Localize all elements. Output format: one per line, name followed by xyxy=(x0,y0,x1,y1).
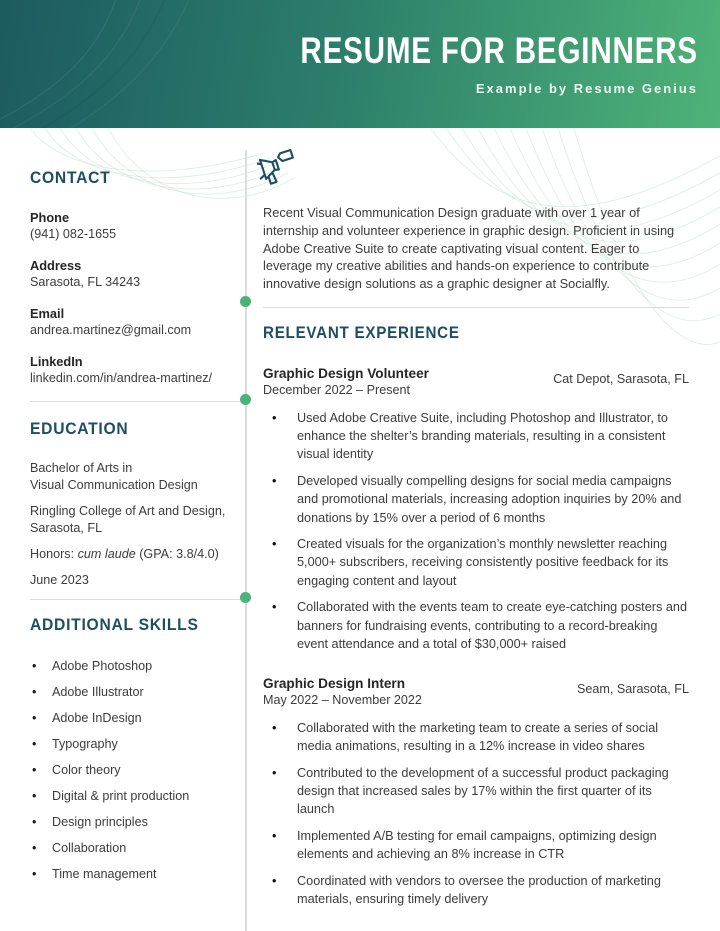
phone-value: (941) 082-1655 xyxy=(30,227,117,241)
email-label: Email xyxy=(30,306,65,321)
bullet-icon: • xyxy=(32,763,37,777)
bullet-icon: • xyxy=(272,600,277,615)
summary-divider xyxy=(263,307,689,308)
main-column xyxy=(263,145,689,917)
skill-item: • Adobe InDesign xyxy=(32,711,142,725)
contact-item-email xyxy=(30,305,238,339)
bullet-icon: • xyxy=(272,765,277,780)
bullet-icon: • xyxy=(272,410,277,425)
skill-item: • Adobe Photoshop xyxy=(32,659,153,673)
page-subtitle: Example by Resume Genius xyxy=(475,81,698,96)
accent-dot-skills xyxy=(240,592,251,603)
education-degree: Bachelor of Arts in Visual Communication Design xyxy=(30,461,198,492)
email-value: andrea.martinez@gmail.com xyxy=(30,323,192,337)
accent-dot-summary xyxy=(240,296,251,307)
skill-item: • Design principles xyxy=(32,815,148,829)
bullet-icon: • xyxy=(272,828,277,843)
skill-item: • Adobe Illustrator xyxy=(32,685,144,699)
bullet-icon: • xyxy=(32,659,37,673)
job-entry-intern xyxy=(263,675,689,908)
skills-heading: ADDITIONAL SKILLS xyxy=(30,615,199,634)
job-bullet: • Collaborated with the events team to create eye-catching posters and banners for fundraising events, contributing to a record-breaking event attendance and a total of $30,000+ raised xyxy=(263,598,689,653)
job-bullet: • Implemented A/B testing for email campaigns, optimizing design elements and achieving an 8% increase in CTR xyxy=(263,827,689,863)
job-bullet: • Collaborated with the marketing team to create a series of social media animations, resulting in a 12% increase in video shares xyxy=(263,719,689,755)
education-school: Ringling College of Art and Design, Sarasota, FL xyxy=(30,504,226,535)
job-title: Graphic Design Volunteer xyxy=(263,365,429,381)
column-divider-line xyxy=(245,150,247,931)
job-bullet: • Used Adobe Creative Suite, including Photoshop and Illustrator, to enhance the shelter’s branding materials, resulting in a consistent visual identity xyxy=(263,409,689,464)
skills-list xyxy=(30,658,238,883)
sidebar-divider-skills xyxy=(30,599,246,600)
job-bullet: • Created visuals for the organization’s monthly newsletter reaching 5,000+ subscribers, receiving consistently positive feedback for its engaging content and layout xyxy=(263,535,689,590)
bullet-icon: • xyxy=(272,474,277,489)
bullet-icon: • xyxy=(32,711,37,725)
sidebar xyxy=(30,160,238,892)
skill-item: • Time management xyxy=(32,867,157,881)
accent-dot-education xyxy=(240,394,251,405)
job-location: Cat Depot, Sarasota, FL xyxy=(553,371,689,386)
job-bullet: • Coordinated with vendors to oversee the production of marketing materials, ensuring timely delivery xyxy=(263,872,689,908)
bullet-icon: • xyxy=(32,867,37,881)
job-dates: May 2022 – November 2022 xyxy=(263,692,422,707)
career-objective-text: Recent Visual Communication Design graduate with over 1 year of internship and volunteer experience in graphic design. Proficient in using Adobe Creative Suite to create captivating visual content. Eager to leverage my creative abilities and hands-on experience to contribute innovative design solutions as a graphic designer at Socialfly. xyxy=(263,205,675,292)
header-banner xyxy=(0,0,720,128)
address-value: Sarasota, FL 34243 xyxy=(30,275,141,289)
bullet-icon: • xyxy=(272,720,277,735)
education-heading: EDUCATION xyxy=(30,419,129,438)
linkedin-value: linkedin.com/in/andrea-martinez/ xyxy=(30,371,212,385)
job-bullet-list xyxy=(263,409,689,653)
skill-item: • Collaboration xyxy=(32,841,127,855)
job-dates: December 2022 – Present xyxy=(263,382,411,397)
job-bullet-list xyxy=(263,719,689,908)
contact-item-address xyxy=(30,257,238,291)
skill-item: • Color theory xyxy=(32,763,121,777)
sidebar-divider-education xyxy=(30,401,246,402)
education-honors: Honors: cum laude (GPA: 3.8/4.0) xyxy=(30,547,219,561)
job-location: Seam, Sarasota, FL xyxy=(577,681,689,696)
bullet-icon: • xyxy=(32,737,37,751)
skill-item: • Digital & print production xyxy=(32,789,190,803)
bullet-icon: • xyxy=(272,873,277,888)
bullet-icon: • xyxy=(272,537,277,552)
contact-heading: CONTACT xyxy=(30,168,111,187)
linkedin-label: LinkedIn xyxy=(30,354,83,369)
megaphone-icon xyxy=(257,145,301,191)
bullet-icon: • xyxy=(32,685,37,699)
address-label: Address xyxy=(30,258,82,273)
bullet-icon: • xyxy=(32,841,37,855)
contact-item-linkedin xyxy=(30,353,238,387)
bullet-icon: • xyxy=(32,789,37,803)
contact-item-phone xyxy=(30,209,238,243)
skill-item: • Typography xyxy=(32,737,118,751)
experience-heading: RELEVANT EXPERIENCE xyxy=(263,323,460,342)
bullet-icon: • xyxy=(32,815,37,829)
job-bullet: • Developed visually compelling designs for social media campaigns and promotional materials, increasing adoption inquiries by 20% and donations by 15% over a period of 6 months xyxy=(263,472,689,527)
phone-label: Phone xyxy=(30,210,70,225)
job-bullet: • Contributed to the development of a successful product packaging design that increased sales by 17% within the first quarter of its launch xyxy=(263,764,689,819)
education-date: June 2023 xyxy=(30,573,89,587)
job-title: Graphic Design Intern xyxy=(263,675,406,691)
job-entry-volunteer xyxy=(263,365,689,653)
page-title: RESUME FOR BEGINNERS xyxy=(300,30,698,71)
